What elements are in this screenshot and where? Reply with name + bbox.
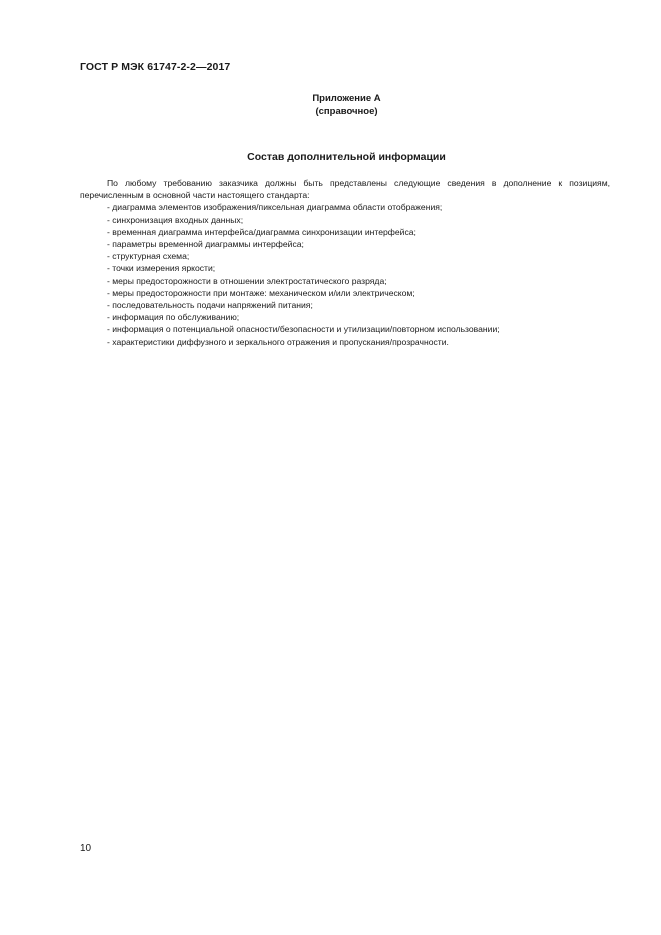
- list-item: - характеристики диффузного и зеркального отражения и пропускания/прозрачности.: [107, 336, 449, 347]
- list-item: - последовательность подачи напряжений питания;: [107, 300, 313, 311]
- annex-heading: [0, 92, 661, 118]
- annex-title: Приложение А: [312, 93, 381, 104]
- list-item: - диаграмма элементов изображения/пиксельная диаграмма области отображения;: [107, 202, 443, 213]
- requirements-list: [80, 201, 610, 347]
- list-item: - параметры временной диаграммы интерфейса;: [107, 239, 304, 250]
- page-number: 10: [80, 843, 92, 854]
- list-item: - временная диаграмма интерфейса/диаграмма синхронизации интерфейса;: [107, 226, 416, 237]
- body-text: [80, 177, 610, 348]
- list-item: - структурная схема;: [107, 251, 190, 262]
- section-title-text: Состав дополнительной информации: [247, 151, 446, 163]
- intro-paragraph: По любому требованию заказчика должны быть представлены следующие сведения в дополнение к позициям, перечисленным в основной части настоящего стандарта:: [80, 178, 610, 201]
- document-header: ГОСТ Р МЭК 61747-2-2—2017: [80, 61, 231, 73]
- list-item: - меры предосторожности в отношении электростатического разряда;: [107, 275, 387, 286]
- annex-type: (справочное): [315, 106, 378, 117]
- list-item: - информация по обслуживанию;: [107, 312, 240, 323]
- list-item: - синхронизация входных данных;: [107, 214, 244, 225]
- list-item: - меры предосторожности при монтаже: механическом и/или электрическом;: [107, 287, 415, 298]
- list-item: - точки измерения яркости;: [107, 263, 216, 274]
- list-item: - информация о потенциальной опасности/безопасности и утилизации/повторном использовании;: [107, 324, 500, 335]
- section-title: [0, 151, 661, 163]
